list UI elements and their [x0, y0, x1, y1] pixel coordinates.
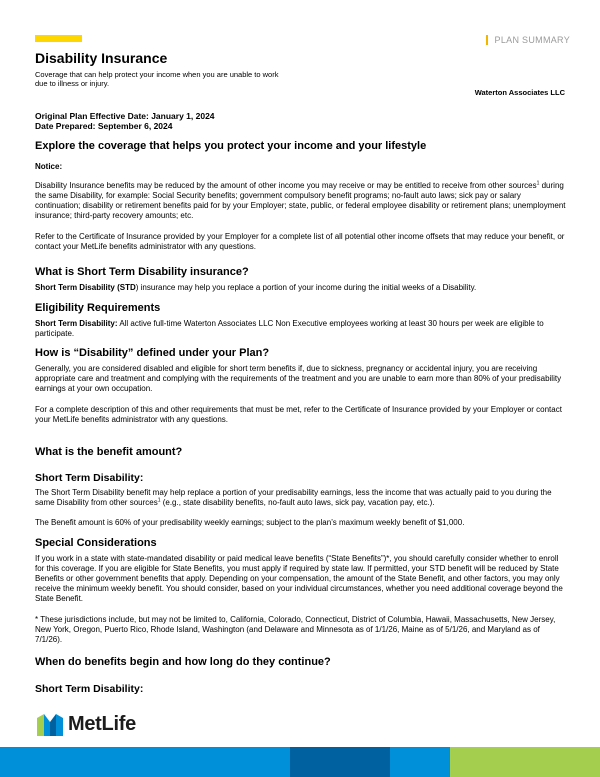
benefit-amount-heading: What is the benefit amount?	[35, 446, 183, 458]
std-text: ) insurance may help you replace a portion of your income during the initial weeks of a Disability.	[135, 283, 477, 292]
notice-text-a: Disability Insurance benefits may be reduced by the amount of other income you may receive or may be entitled to receive from other sources	[35, 181, 537, 190]
footer-segment-light-blue	[390, 747, 450, 777]
employer-name: Waterton Associates LLC	[474, 88, 565, 97]
eligibility-label: Short Term Disability:	[35, 319, 118, 328]
notice-paragraph-2: Refer to the Certificate of Insurance provided by your Employer for a complete list of all potential other income offsets that may reduce your benefit, or contact your MetLife benefits administrator with any questions.	[35, 232, 565, 251]
notice-paragraph-1	[35, 181, 567, 221]
eligibility-paragraph	[35, 319, 567, 339]
date-prepared: Date Prepared: September 6, 2024	[35, 121, 173, 131]
notice-text-b: during the same Disability, for example: Social Security benefits; government compulsory benefit programs; no-fault auto laws; sick pay or salary continuation; disability or retirement benefits paid for by your Employer; state, public, or federal employee disability or retirement plans; unemployment insurance; third-party recovery amounts; etc.	[35, 181, 566, 220]
metlife-logo-text: MetLife	[68, 713, 136, 735]
footer-segment-dark-blue	[290, 747, 390, 777]
disability-defined-paragraph-2: For a complete description of this and other requirements that must be met, refer to the Certificate of Insurance provided by your Employer or contact your MetLife benefits administrator with any questions.	[35, 405, 562, 424]
eligibility-text: All active full-time Waterton Associates LLC Non Executive employees working at least 30 hours per week are eligible to participate.	[35, 319, 544, 338]
benefit-std-subheading: Short Term Disability:	[35, 472, 144, 484]
disability-defined-heading: How is “Disability” defined under your Plan?	[35, 347, 270, 359]
when-benefits-heading: When do benefits begin and how long do they continue?	[35, 656, 331, 668]
metlife-logo	[37, 713, 136, 736]
benefit-text-b: (e.g., state disability benefits, no-fault auto laws, sick pay, vacation pay, etc.).	[160, 498, 435, 507]
jurisdictions-note: * These jurisdictions include, but may not be limited to, California, Colorado, Connecticut, District of Columbia, Hawaii, Massachusetts, New Jersey, New York, Oregon, Puerto Rico, Rhode Island, Washington (and Delaware and Minnesota as of 1/1/26, Maine as of 5/1/26, and Maryland as of 7/1/26).	[35, 615, 556, 644]
special-considerations-heading: Special Considerations	[35, 537, 157, 549]
special-considerations-paragraph: If you work in a state with state-mandated disability or paid medical leave benefits (“State Benefits”)*, you should carefully consider whether to enroll for this coverage. If you are eligible for State Benefits, you must apply if required by state law. If permitted, your STD benefit will be reduced by State Benefits or other government benefits that apply. Depending on your compensation, the amount of the State Benefit, and other factors, you may only receive the minimum weekly benefit. You should consider, based on your individual circumstances, whether you need additional coverage beyond the State Benefit.	[35, 554, 563, 603]
benefit-paragraph-2: The Benefit amount is 60% of your predisability weekly earnings; subject to the plan’s maximum weekly benefit of $1,000.	[35, 518, 465, 527]
effective-date: Original Plan Effective Date: January 1, 2024	[35, 111, 215, 121]
footer-segment-green	[450, 747, 600, 777]
page-title: Disability Insurance	[35, 50, 168, 66]
accent-bar	[35, 35, 82, 42]
footnote-ref: 1	[157, 497, 161, 504]
footer-segment-light-blue	[0, 747, 290, 777]
metlife-logo-icon	[37, 714, 63, 736]
std-heading: What is Short Term Disability insurance?	[35, 266, 249, 278]
plan-dates	[35, 111, 215, 131]
notice-label: Notice:	[35, 162, 63, 171]
plan-summary-text: PLAN SUMMARY	[494, 35, 570, 45]
page-subtitle: Coverage that can help protect your income when you are unable to work due to illness or injury.	[35, 70, 279, 88]
footnote-ref: 1	[536, 180, 540, 187]
when-std-subheading: Short Term Disability:	[35, 683, 144, 695]
std-text-bold: Short Term Disability (STD	[35, 283, 136, 292]
divider	[486, 35, 488, 45]
eligibility-heading: Eligibility Requirements	[35, 302, 161, 314]
plan-summary-label	[486, 35, 570, 45]
footer-color-bar	[0, 747, 600, 777]
benefit-paragraph-1	[35, 488, 567, 508]
disability-defined-paragraph-1: Generally, you are considered disabled and eligible for short term benefits if, due to sickness, pregnancy or accidental injury, you are receiving appropriate care and treatment and complying with the requirements of the treatment and you are unable to earn more than 80% of your predisability earnings at your own occupation.	[35, 364, 562, 393]
std-paragraph	[35, 283, 567, 293]
benefit-text-a: The Short Term Disability benefit may help replace a portion of your predisability earnings, less the income that was actually paid to you during the same Disability from other sources	[35, 488, 552, 507]
explore-heading: Explore the coverage that helps you protect your income and your lifestyle	[35, 140, 427, 152]
